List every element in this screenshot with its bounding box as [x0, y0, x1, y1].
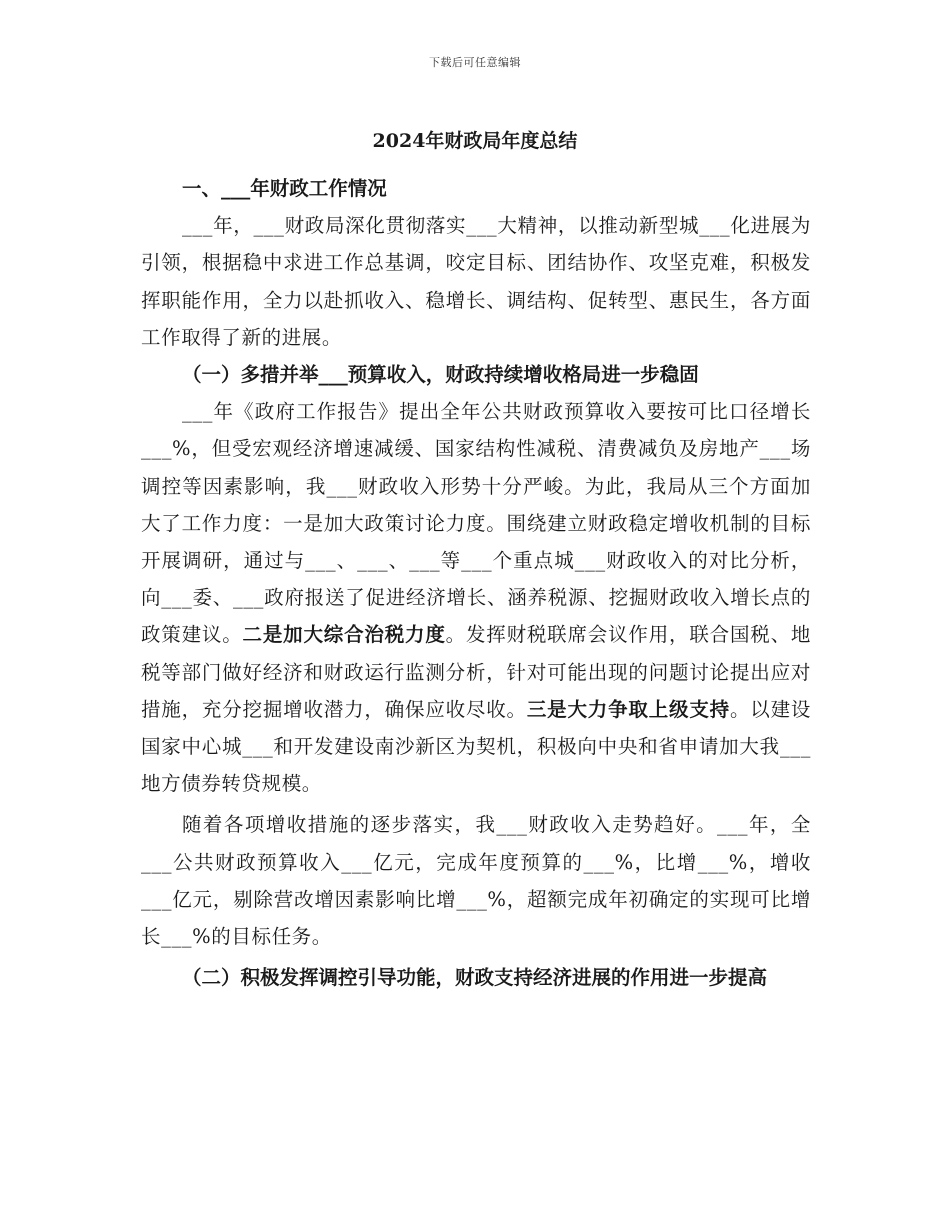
page-header: 下载后可任意编辑: [429, 56, 521, 69]
paragraph-text: 。发挥财税联席会议作用，联合国税、地税等部门做好经济和财政运行监测分析，针对可能出现的问题讨论提出应对措施，充分挖掘增收潜力，确保应收尽收。: [141, 623, 811, 721]
document-body: [141, 170, 811, 996]
section1-heading: 一、___年财政工作情况: [181, 177, 387, 200]
paragraph-revenue-results: 随着各项增收措施的逐步落实，我___财政收入走势趋好。___年，全___公共财政预算收入___亿元，完成年度预算的___%，比增___%，增收___亿元，剔除营改增因素影响比增___%，超额完成年初确定的实现可比增长___%的目标任务。: [141, 813, 811, 949]
paragraph-text: 。以建设国家中心城___和开发建设南沙新区为契机，积极向中央和省申请加大我___地方债券转贷规模。: [141, 697, 811, 796]
document-title: 2024年财政局年度总结: [372, 130, 578, 152]
bold-point-3: 三是大力争取上级支持: [526, 697, 730, 721]
subsection1-heading: （一）多措并举___预算收入，财政持续增收格局进一步稳固: [181, 363, 699, 387]
paragraph-revenue-measures: [141, 393, 811, 802]
subsection2-heading: （二）积极发挥调控引导功能，财政支持经济进展的作用进一步提高: [181, 966, 767, 990]
paragraph-text: ___年《政府工作报告》提出全年公共财政预算收入要按可比口径增长___%，但受宏观经济增速减缓、国家结构性减税、清费减负及房地产___场调控等因素影响，我___财政收入形势十分严峻。为此，我局从三个方面加大了工作力度：一是加大政策讨论力度。围绕建立财政稳定增收机制的目标开展调研，通过与___、___、___等___个重点城___财政收入的对比分析，向___委、___政府报送了促进经济增长、涵养税源、挖掘财政收入增长点的政策建议。: [141, 400, 812, 647]
paragraph-intro: ___年，___财政局深化贯彻落实___大精神，以推动新型城___化进展为引领，根据稳中求进工作总基调，咬定目标、团结协作、攻坚克难，积极发挥职能作用，全力以赴抓收入、稳增长、调结构、促转型、惠民生，各方面工作取得了新的进展。: [141, 214, 811, 349]
bold-point-2: 二是加大综合治税力度: [242, 623, 446, 647]
